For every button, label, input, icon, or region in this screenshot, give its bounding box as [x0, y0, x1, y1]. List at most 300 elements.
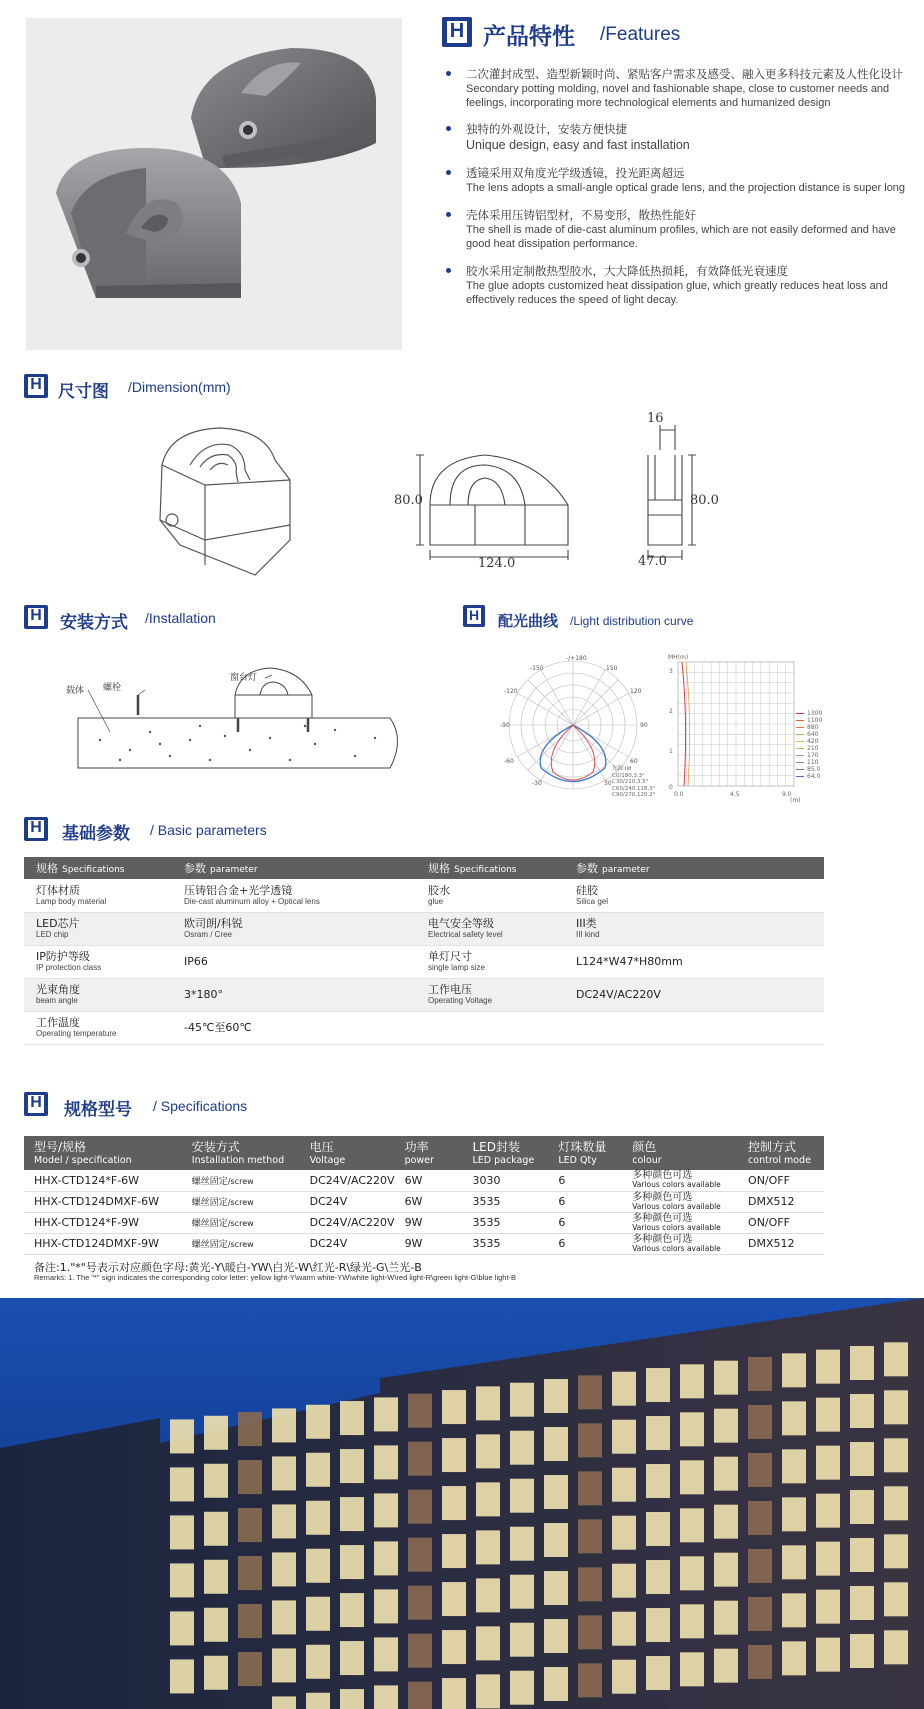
lit-window: [646, 1512, 670, 1546]
lit-window: [442, 1534, 466, 1568]
spec-value-cell: -45℃至60℃: [172, 1011, 416, 1044]
table-header-row: [24, 857, 824, 879]
lit-window: [850, 1394, 874, 1428]
front-width-label: 124.0: [478, 556, 516, 571]
control-cell: ON/OFF: [738, 1170, 824, 1191]
lit-window: [204, 1512, 228, 1546]
lit-window: [748, 1357, 772, 1391]
lit-window: [170, 1419, 194, 1453]
lit-window: [306, 1405, 330, 1439]
grid-y-label: MH(m): [668, 654, 689, 661]
lit-window: [578, 1423, 602, 1457]
table-row: [24, 1191, 824, 1212]
label-bolt: 螺栓: [103, 683, 122, 693]
table-header-row: [24, 1136, 824, 1170]
power-cell: 9W: [395, 1212, 463, 1233]
qty-cell: 6: [548, 1233, 622, 1254]
lit-window: [442, 1486, 466, 1520]
dimension-title: 尺寸图: [58, 382, 109, 402]
lit-window: [238, 1508, 262, 1542]
bullet-icon: [446, 170, 451, 175]
spec-key-cell: LED芯片 LED chip: [24, 912, 172, 945]
lit-window: [238, 1460, 262, 1494]
model-cell: HHX-CTD124*F-6W: [24, 1170, 182, 1191]
lit-window: [374, 1445, 398, 1479]
lux-swatch: [796, 762, 804, 764]
table-header-cell: 参数 parameter: [564, 857, 824, 879]
light-curve-title: 配光曲线: [498, 612, 559, 630]
lit-window: [544, 1475, 568, 1509]
lux-swatch: [796, 727, 804, 729]
feature-text-cn: 透镜采用双角度光学级透镜，投光距离超远: [466, 166, 685, 180]
lit-window: [204, 1560, 228, 1594]
spec-value-cell: DC24V/AC220V: [564, 978, 824, 1011]
bullet-icon: [446, 126, 451, 131]
lit-window: [442, 1630, 466, 1664]
spec-key-cell: 光束角度 beam angle: [24, 978, 172, 1011]
lit-window: [476, 1578, 500, 1612]
lit-window: [544, 1667, 568, 1701]
lit-window: [204, 1416, 228, 1450]
lit-window: [476, 1674, 500, 1708]
lit-window: [782, 1353, 806, 1387]
installation-title: 安装方式: [60, 613, 128, 633]
lit-window: [714, 1361, 738, 1395]
voltage-cell: DC24V: [300, 1191, 395, 1212]
brand-h-logo-icon: H: [24, 605, 48, 629]
lit-window: [714, 1505, 738, 1539]
lit-window: [476, 1530, 500, 1564]
lit-window: [646, 1608, 670, 1642]
lit-window: [170, 1515, 194, 1549]
table-header-cell: 参数 parameter: [172, 857, 416, 879]
lit-window: [170, 1611, 194, 1645]
lit-window: [782, 1545, 806, 1579]
feature-item: [446, 263, 916, 307]
lit-window: [578, 1375, 602, 1409]
grid-y-tick: 2: [669, 708, 673, 715]
lit-window: [714, 1601, 738, 1635]
lit-window: [408, 1586, 432, 1620]
lit-window: [510, 1383, 534, 1417]
lit-window: [884, 1534, 908, 1568]
lit-window: [612, 1468, 636, 1502]
lit-window: [306, 1501, 330, 1535]
lit-window: [442, 1390, 466, 1424]
color-cell: 多种颜色可选 Various colors available: [622, 1233, 738, 1254]
label-carrier: 载体: [66, 686, 85, 696]
feature-item: [446, 121, 916, 153]
lit-window: [646, 1560, 670, 1594]
lit-window: [510, 1431, 534, 1465]
lux-legend-item: 640: [796, 731, 832, 738]
bullet-icon: [446, 71, 451, 76]
polar-angle-label: -60: [504, 758, 514, 765]
table-row: [24, 912, 824, 945]
lit-window: [714, 1649, 738, 1683]
package-cell: 3030: [462, 1170, 548, 1191]
feature-text-cn: 二次灌封成型、造型新颖时尚、紧贴客户需求及感受、融入更多科技元素及人性化设计: [466, 67, 903, 81]
label-lamp: 窗台灯: [230, 673, 258, 683]
lit-window: [578, 1567, 602, 1601]
lux-legend: [796, 710, 832, 780]
lit-window: [340, 1689, 364, 1709]
lit-window: [340, 1641, 364, 1675]
remark-cn: 备注:1."*"号表示对应颜色字母:黄光-Y\暖白-YW\白光-W\红光-R\绿光-G\兰光-B: [34, 1261, 422, 1274]
lit-window: [272, 1456, 296, 1490]
polar-angle-label: -120: [504, 688, 518, 695]
lit-window: [306, 1549, 330, 1583]
lit-window: [374, 1589, 398, 1623]
lit-window: [612, 1516, 636, 1550]
table-header-cell: 规格 Specifications: [24, 857, 172, 879]
bullet-icon: [446, 212, 451, 217]
lux-swatch: [796, 776, 804, 778]
lit-window: [680, 1556, 704, 1590]
grid-y-tick: 0: [669, 784, 673, 791]
brand-h-logo-icon: H: [24, 1092, 48, 1116]
lit-window: [510, 1671, 534, 1705]
lit-window: [476, 1434, 500, 1468]
lit-window: [612, 1660, 636, 1694]
lux-swatch: [796, 720, 804, 722]
lit-window: [782, 1641, 806, 1675]
spec-key-cell: 单灯尺寸 single lamp size: [416, 945, 564, 978]
lit-window: [510, 1479, 534, 1513]
polar-angle-label: 90: [640, 722, 648, 729]
lit-window: [442, 1582, 466, 1616]
brand-h-logo-icon: H: [24, 817, 48, 841]
lit-window: [544, 1619, 568, 1653]
feature-text-en: Secondary potting molding, novel and fashionable shape, close to customer needs and feelings, incorporating more technological elements and humanized design: [466, 83, 890, 109]
lit-window: [680, 1508, 704, 1542]
table-header-cell: 灯珠数量 LED Qty: [548, 1136, 622, 1170]
install-cell: 螺丝固定/screw: [182, 1191, 300, 1212]
lit-window: [748, 1645, 772, 1679]
remark-en: Remarks: 1. The "*" sign indicates the corresponding color letter: yellow light-Y\warm white-YW\white light-W\red light-R\green light-G\blue light-B: [34, 1273, 517, 1282]
lit-window: [748, 1405, 772, 1439]
polar-legend-item: C30/210,3.5°: [612, 779, 649, 785]
lit-window: [272, 1696, 296, 1709]
lit-window: [816, 1398, 840, 1432]
lit-window: [340, 1593, 364, 1627]
lux-swatch: [796, 755, 804, 757]
light-curve-subtitle: /Light distribution curve: [570, 614, 694, 628]
lit-window: [816, 1446, 840, 1480]
brand-h-logo-icon: H: [463, 605, 485, 627]
qty-cell: 6: [548, 1212, 622, 1233]
lit-window: [646, 1416, 670, 1450]
bullet-icon: [446, 268, 451, 273]
lit-window: [510, 1575, 534, 1609]
lit-window: [816, 1590, 840, 1624]
power-cell: 9W: [395, 1233, 463, 1254]
lit-window: [714, 1457, 738, 1491]
lux-legend-item: 170: [796, 752, 832, 759]
lit-window: [272, 1504, 296, 1538]
lit-window: [612, 1372, 636, 1406]
control-cell: ON/OFF: [738, 1212, 824, 1233]
spec-value-cell: 压铸铝合金+光学透镜 Die-cast aluminum alloy + Optical lens: [172, 879, 416, 912]
table-header-cell: 型号/规格 Model / specification: [24, 1136, 182, 1170]
lux-swatch: [796, 769, 804, 771]
lux-legend-item: 880: [796, 724, 832, 731]
building-night-photo: [0, 1298, 924, 1709]
polar-angle-label: -30: [532, 780, 542, 787]
grid-x-tick: 0.0: [674, 791, 684, 798]
basic-params-subtitle: / Basic parameters: [150, 822, 267, 838]
lit-window: [476, 1386, 500, 1420]
brand-h-logo-icon: H: [442, 17, 472, 47]
spec-value-cell: [564, 1011, 824, 1044]
lux-legend-item: 110: [796, 759, 832, 766]
lit-window: [816, 1350, 840, 1384]
lit-window: [714, 1409, 738, 1443]
lux-legend-item: 1300: [796, 710, 832, 717]
lit-window: [442, 1438, 466, 1472]
spec-key-cell: 电气安全等级 Electrical safety level: [416, 912, 564, 945]
features-list: [446, 66, 916, 318]
table-header-cell: 颜色 colour: [622, 1136, 738, 1170]
lit-window: [340, 1497, 364, 1531]
table-row: [24, 945, 824, 978]
lit-window: [884, 1630, 908, 1664]
features-title: 产品特性: [483, 24, 575, 50]
lit-window: [272, 1600, 296, 1634]
lit-window: [850, 1586, 874, 1620]
install-cell: 螺丝固定/screw: [182, 1170, 300, 1191]
lux-legend-item: 210: [796, 745, 832, 752]
grid-x-unit: (m): [790, 797, 801, 804]
control-cell: DMX512: [738, 1233, 824, 1254]
color-cell: 多种颜色可选 Various colors available: [622, 1170, 738, 1191]
qty-cell: 6: [548, 1170, 622, 1191]
lux-swatch: [796, 741, 804, 743]
lit-window: [510, 1527, 534, 1561]
product-photo: [26, 18, 402, 350]
table-row: [24, 879, 824, 912]
lit-window: [850, 1538, 874, 1572]
install-cell: 螺丝固定/screw: [182, 1233, 300, 1254]
lit-window: [884, 1390, 908, 1424]
feature-text-en: The lens adopts a small-angle optical grade lens, and the projection distance is super long: [466, 182, 906, 194]
lit-window: [782, 1497, 806, 1531]
lit-window: [680, 1604, 704, 1638]
spec-value-cell: 欧司朗/科锐 Osram / Cree: [172, 912, 416, 945]
lit-window: [646, 1368, 670, 1402]
package-cell: 3535: [462, 1233, 548, 1254]
polar-angle-label: 30: [604, 780, 612, 787]
voltage-cell: DC24V/AC220V: [300, 1212, 395, 1233]
voltage-cell: DC24V: [300, 1233, 395, 1254]
specifications-table: [24, 1136, 824, 1255]
lit-window: [374, 1637, 398, 1671]
lit-window: [306, 1645, 330, 1679]
feature-item: [446, 165, 916, 195]
lit-window: [646, 1464, 670, 1498]
spec-key-cell: 灯体材质 Lamp body material: [24, 879, 172, 912]
polar-legend: [612, 766, 682, 799]
lit-window: [612, 1420, 636, 1454]
grid-x-tick: 4.5: [730, 791, 740, 798]
lit-window: [850, 1490, 874, 1524]
install-cell: 螺丝固定/screw: [182, 1212, 300, 1233]
lit-window: [578, 1663, 602, 1697]
lit-window: [510, 1623, 534, 1657]
spec-value-cell: 3*180°: [172, 978, 416, 1011]
polar-angle-label: 120: [630, 688, 642, 695]
basic-params-table: [24, 857, 824, 1045]
spec-key-cell: 胶水 glue: [416, 879, 564, 912]
lit-window: [680, 1412, 704, 1446]
lit-window: [272, 1552, 296, 1586]
lit-window: [204, 1656, 228, 1690]
model-cell: HHX-CTD124DMXF-6W: [24, 1191, 182, 1212]
color-cell: 多种颜色可选 Various colors available: [622, 1191, 738, 1212]
lit-window: [850, 1442, 874, 1476]
dimension-perspective-drawing: [150, 420, 300, 580]
lit-window: [748, 1501, 772, 1535]
lit-window: [612, 1564, 636, 1598]
lit-window: [884, 1582, 908, 1616]
lit-window: [578, 1471, 602, 1505]
grid-x-tick: 9.0: [782, 791, 792, 798]
lux-legend-item: 1100: [796, 717, 832, 724]
table-row: [24, 1011, 824, 1044]
color-cell: 多种颜色可选 Various colors available: [622, 1212, 738, 1233]
spec-key-cell: IP防护等级 IP protection class: [24, 945, 172, 978]
specifications-subtitle: / Specifications: [153, 1098, 248, 1114]
lit-window: [272, 1648, 296, 1682]
lit-window: [680, 1460, 704, 1494]
lit-window: [306, 1453, 330, 1487]
specifications-title: 规格型号: [64, 1100, 132, 1120]
side-height-label: 80.0: [690, 493, 719, 508]
lit-window: [238, 1556, 262, 1590]
lit-window: [578, 1615, 602, 1649]
polar-legend-item: C0/180,3.3°: [612, 772, 645, 779]
grid-y-tick: 1: [669, 748, 673, 755]
spec-value-cell: III类 III kind: [564, 912, 824, 945]
feature-text-cn: 壳体采用压铸铝型材，不易变形，散热性能好: [466, 208, 696, 222]
table-header-cell: 规格 Specifications: [416, 857, 564, 879]
lit-window: [204, 1608, 228, 1642]
lit-window: [782, 1593, 806, 1627]
spec-key-cell: 工作电压 Operating Voltage: [416, 978, 564, 1011]
lit-window: [442, 1678, 466, 1709]
lit-window: [204, 1464, 228, 1498]
feature-text-en: The shell is made of die-cast aluminum profiles, which are not easily deformed and have good heat dissipation performance.: [466, 224, 896, 250]
dimension-subtitle: /Dimension(mm): [128, 379, 231, 395]
lit-window: [884, 1342, 908, 1376]
feature-text-en: Unique design, easy and fast installation: [466, 138, 690, 152]
lit-window: [238, 1652, 262, 1686]
installation-subtitle: /Installation: [145, 610, 216, 626]
lit-window: [544, 1379, 568, 1413]
table-header-cell: 控制方式 control mode: [738, 1136, 824, 1170]
lit-window: [850, 1634, 874, 1668]
front-height-label: 80.0: [394, 493, 423, 508]
package-cell: 3535: [462, 1191, 548, 1212]
table-row: [24, 1170, 824, 1191]
lit-window: [782, 1449, 806, 1483]
feature-item: [446, 207, 916, 251]
table-header-cell: 功率 power: [395, 1136, 463, 1170]
table-header-cell: 电压 Voltage: [300, 1136, 395, 1170]
lit-window: [238, 1604, 262, 1638]
lit-window: [816, 1494, 840, 1528]
lit-window: [170, 1659, 194, 1693]
table-row: [24, 1212, 824, 1233]
feature-item: [446, 66, 916, 110]
voltage-cell: DC24V/AC220V: [300, 1170, 395, 1191]
side-width-label: 47.0: [638, 554, 667, 569]
lit-window: [850, 1346, 874, 1380]
spec-value-cell: L124*W47*H80mm: [564, 945, 824, 978]
lit-window: [374, 1541, 398, 1575]
lux-swatch: [796, 734, 804, 736]
lit-window: [748, 1453, 772, 1487]
lit-window: [272, 1408, 296, 1442]
lit-window: [408, 1394, 432, 1428]
lit-window: [680, 1364, 704, 1398]
basic-params-title: 基础参数: [62, 824, 130, 844]
polar-angle-label: -/+180: [566, 655, 587, 662]
control-cell: DMX512: [738, 1191, 824, 1212]
lit-window: [374, 1685, 398, 1709]
table-header-cell: LED封装 LED package: [462, 1136, 548, 1170]
spec-key-cell: [416, 1011, 564, 1044]
brand-h-logo-icon: H: [24, 374, 48, 398]
lit-window: [544, 1523, 568, 1557]
lux-legend-item: 420: [796, 738, 832, 745]
spec-key-cell: 工作温度 Operating temperature: [24, 1011, 172, 1044]
lit-window: [408, 1442, 432, 1476]
lit-window: [578, 1519, 602, 1553]
spec-value-cell: 硅胶 Silica gel: [564, 879, 824, 912]
lit-window: [170, 1467, 194, 1501]
feature-text-cn: 独特的外观设计，安装方便快捷: [466, 122, 627, 136]
model-cell: HHX-CTD124*F-9W: [24, 1212, 182, 1233]
polar-angle-label: 60: [630, 758, 638, 765]
lit-window: [782, 1401, 806, 1435]
lit-window: [816, 1638, 840, 1672]
lit-window: [612, 1612, 636, 1646]
lux-legend-item: 85.0: [796, 766, 832, 773]
lit-window: [544, 1571, 568, 1605]
lit-window: [238, 1412, 262, 1446]
model-cell: HHX-CTD124DMXF-9W: [24, 1233, 182, 1254]
spec-value-cell: IP66: [172, 945, 416, 978]
lit-window: [646, 1656, 670, 1690]
lit-window: [884, 1486, 908, 1520]
lit-window: [408, 1490, 432, 1524]
polar-legend-item: C60/240,118.3°: [612, 785, 656, 792]
lit-window: [374, 1397, 398, 1431]
lit-window: [408, 1538, 432, 1572]
side-top-label: 16: [647, 411, 664, 426]
lux-swatch: [796, 713, 804, 715]
grid-y-tick: 3: [669, 668, 673, 675]
features-subtitle: /Features: [600, 24, 681, 45]
table-row: [24, 1233, 824, 1254]
feature-text-en: The glue adopts customized heat dissipation glue, which greatly reduces heat loss and effectively reduces the speed of light decay.: [466, 280, 888, 306]
lit-window: [340, 1401, 364, 1435]
lit-window: [476, 1626, 500, 1660]
illuminance-grid-chart: [676, 660, 796, 790]
lit-window: [306, 1693, 330, 1709]
lit-window: [816, 1542, 840, 1576]
